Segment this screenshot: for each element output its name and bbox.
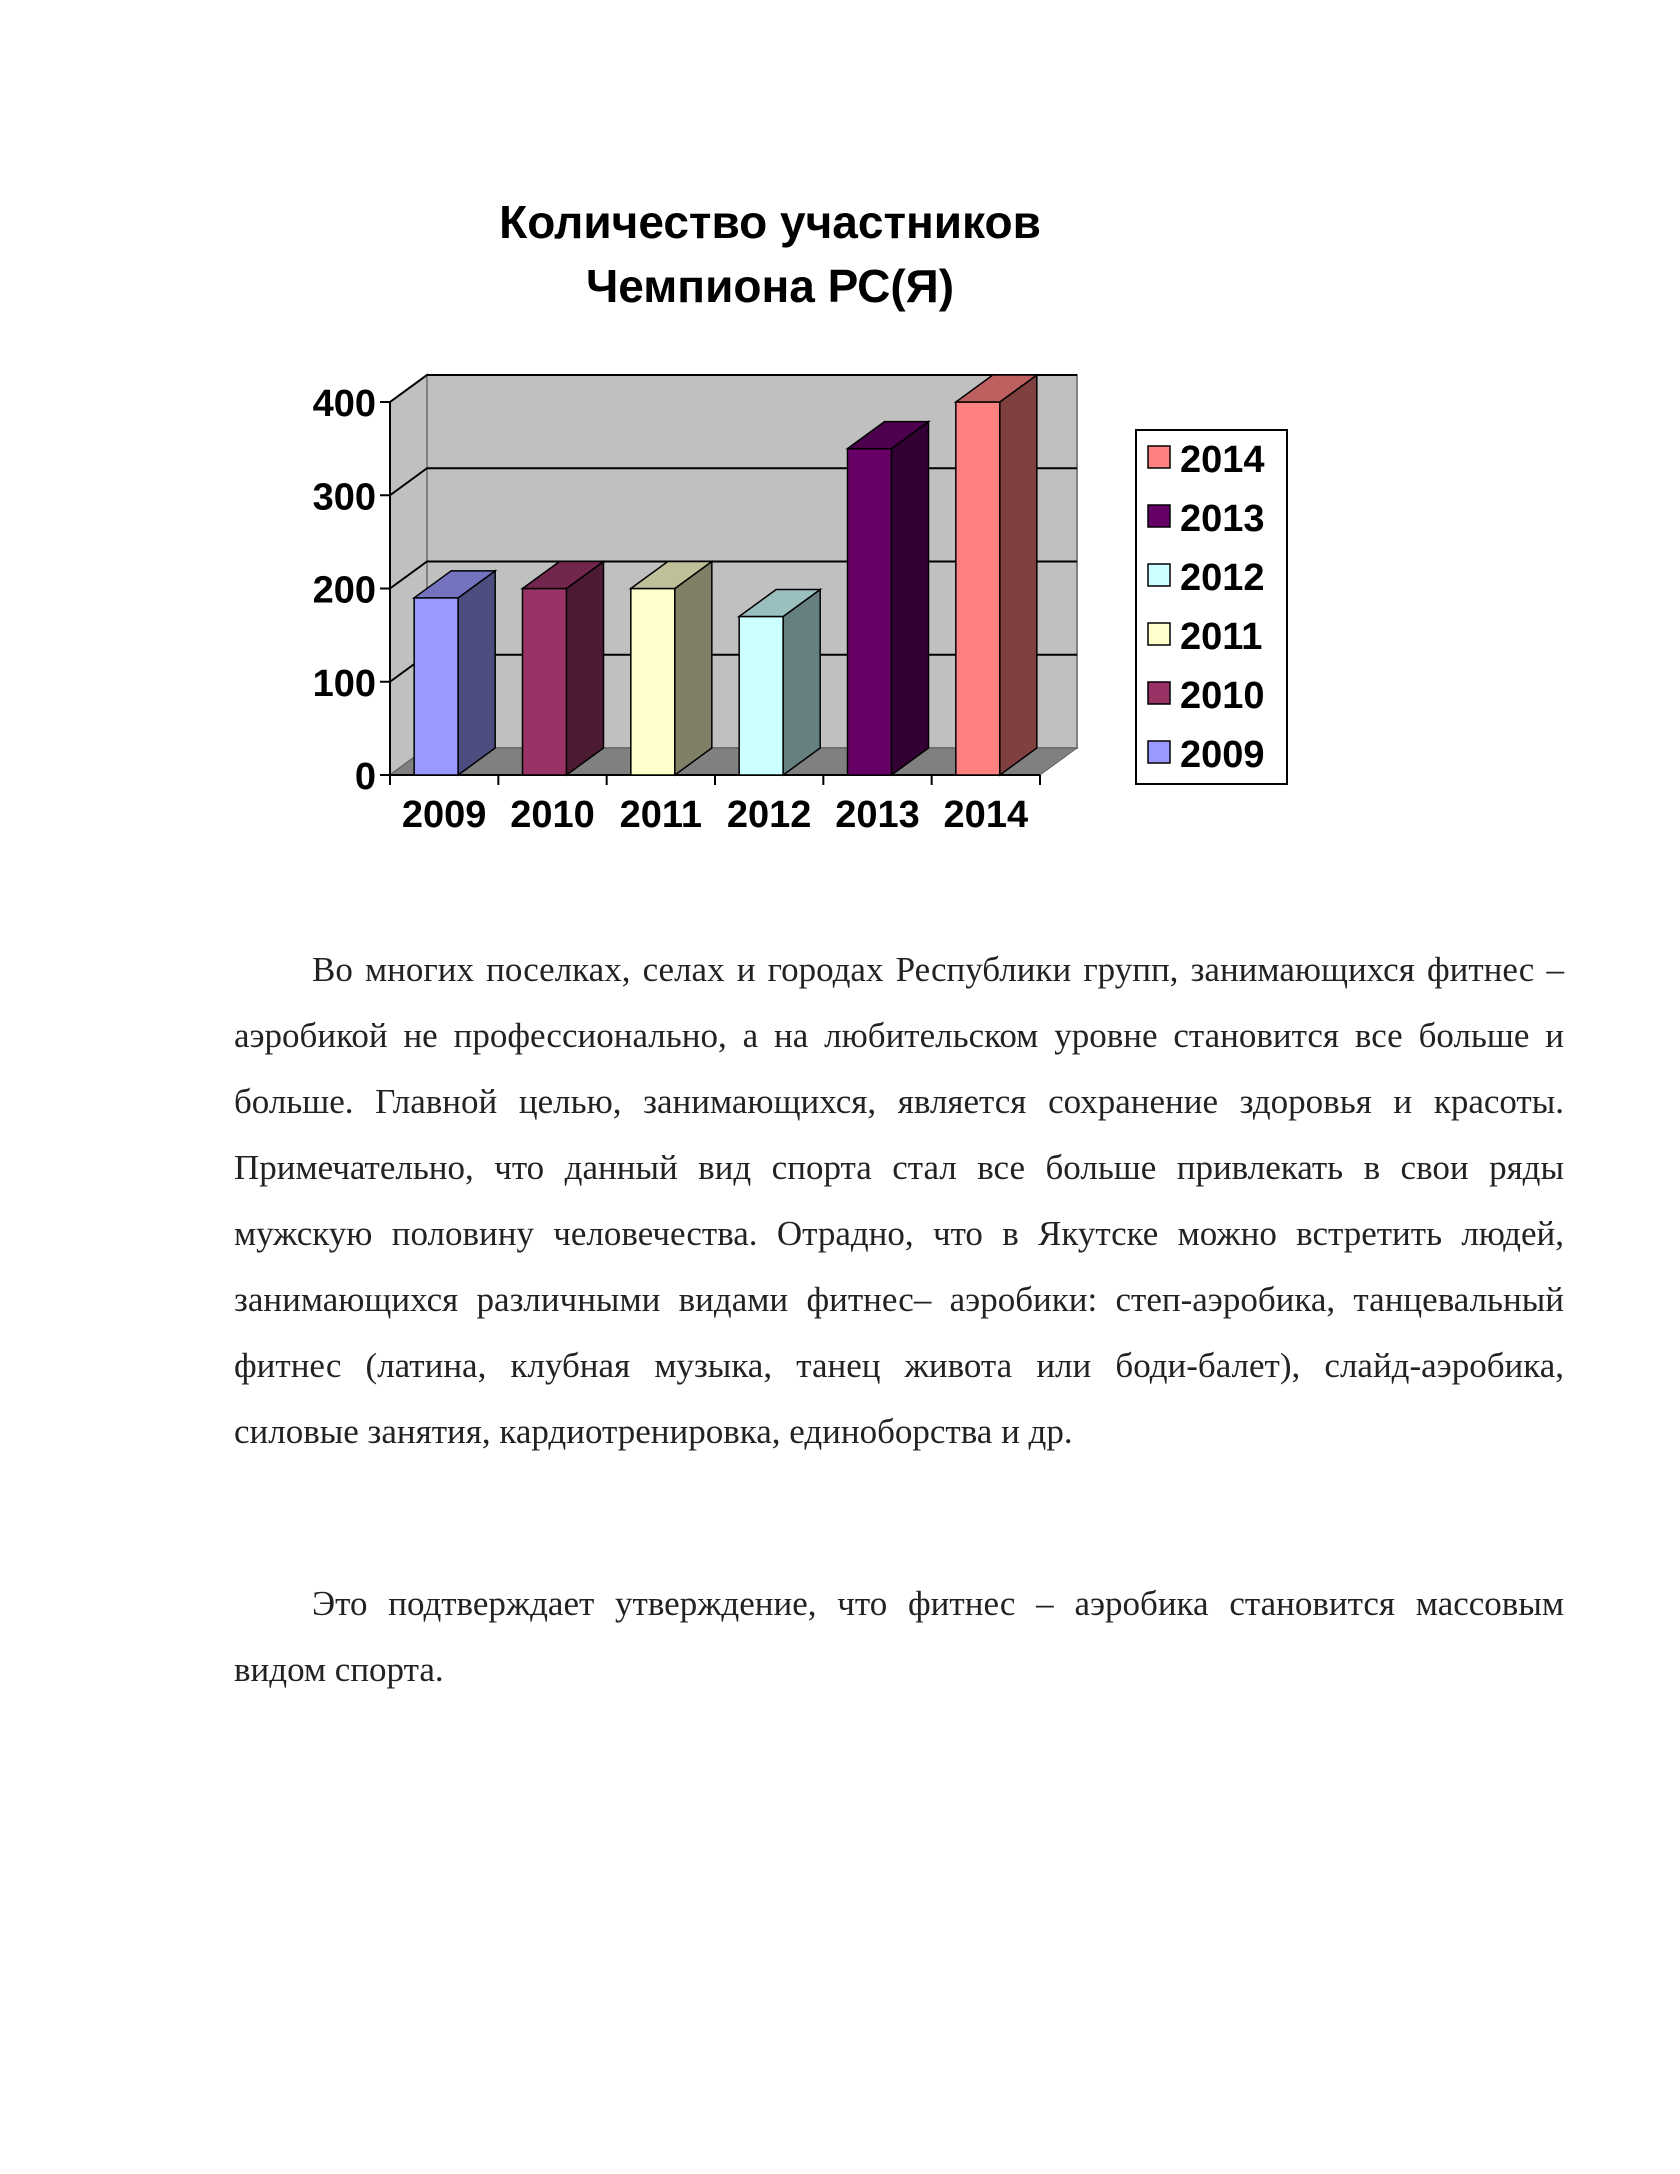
bar-front-2012	[739, 616, 783, 775]
bar-front-2014	[956, 402, 1000, 775]
x-tick-label-2011: 2011	[619, 794, 703, 836]
y-tick-label: 400	[312, 383, 376, 425]
bar-2009	[414, 571, 495, 775]
y-tick-label: 300	[312, 476, 376, 519]
legend-label-2009: 2009	[1180, 734, 1265, 776]
legend-label-2011: 2011	[1180, 616, 1263, 658]
bar-front-2009	[414, 598, 458, 775]
chart-title-line-1: Количество участников	[499, 196, 1041, 248]
paragraph-2: Это подтверждает утверждение, что фитнес – аэробика становится массовым видом спорта.	[234, 1584, 1564, 1689]
y-tick-label: 200	[312, 569, 376, 612]
legend-swatch-2013	[1148, 505, 1170, 527]
legend-label-2010: 2010	[1180, 675, 1265, 717]
legend-label-2013: 2013	[1180, 498, 1265, 540]
legend-swatch-2012	[1148, 564, 1170, 586]
bar-2012	[739, 589, 820, 775]
bar-front-2011	[631, 589, 675, 776]
legend-label-2012: 2012	[1180, 557, 1265, 599]
bar-side-2014	[1000, 375, 1037, 775]
paragraph-1: Во многих поселках, селах и городах Республики групп, занимающихся фитнес – аэробикой не профессионально, а на любительском уровне становится все больше и больше. Главной целью, занимающихся, является сохранение здоровья и красоты. Примечательно, что данный вид спорта стал все больше привлекать в свои ряды мужскую половину человечества. Отрадно, что в Якутске можно встретить людей, занимающихся различными видами фитнес– аэробики: степ-аэробика, танцевальный фитнес (латина, клубная музыка, танец живота или боди-балет), слайд-аэробика, силовые занятия, кардиотренировка, единоборства и др.	[234, 950, 1564, 1451]
bar-side-2010	[567, 562, 604, 776]
body-text-2	[234, 1571, 1564, 1703]
legend-box	[1136, 430, 1287, 784]
x-tick-label-2013: 2013	[835, 794, 920, 836]
plot-area	[313, 375, 1077, 836]
body-text	[234, 937, 1564, 1465]
legend-swatch-2014	[1148, 446, 1170, 468]
x-tick-label-2012: 2012	[726, 794, 812, 836]
bar-2011	[631, 562, 712, 776]
legend-label-2014: 2014	[1180, 439, 1265, 481]
legend-swatch-2011	[1148, 623, 1170, 645]
bar-side-2012	[783, 589, 820, 775]
bar-2014	[956, 375, 1037, 775]
x-tick-label-2014: 2014	[943, 794, 1029, 836]
bar-2010	[523, 562, 604, 776]
bar-chart	[0, 0, 1680, 900]
bar-2013	[848, 422, 929, 775]
bar-side-2011	[675, 562, 712, 776]
legend	[1136, 430, 1287, 784]
bar-side-2013	[892, 422, 929, 775]
legend-swatch-2009	[1148, 741, 1170, 763]
legend-swatch-2010	[1148, 682, 1170, 704]
y-tick-label: 100	[312, 662, 376, 705]
x-tick-label-2009: 2009	[401, 794, 487, 836]
y-tick-label: 0	[354, 756, 376, 798]
x-tick-label-2010: 2010	[510, 794, 595, 836]
bar-front-2010	[523, 589, 567, 776]
chart-title-line-2: Чемпиона РС(Я)	[585, 260, 955, 312]
bar-side-2009	[458, 571, 495, 775]
bar-front-2013	[848, 449, 892, 775]
